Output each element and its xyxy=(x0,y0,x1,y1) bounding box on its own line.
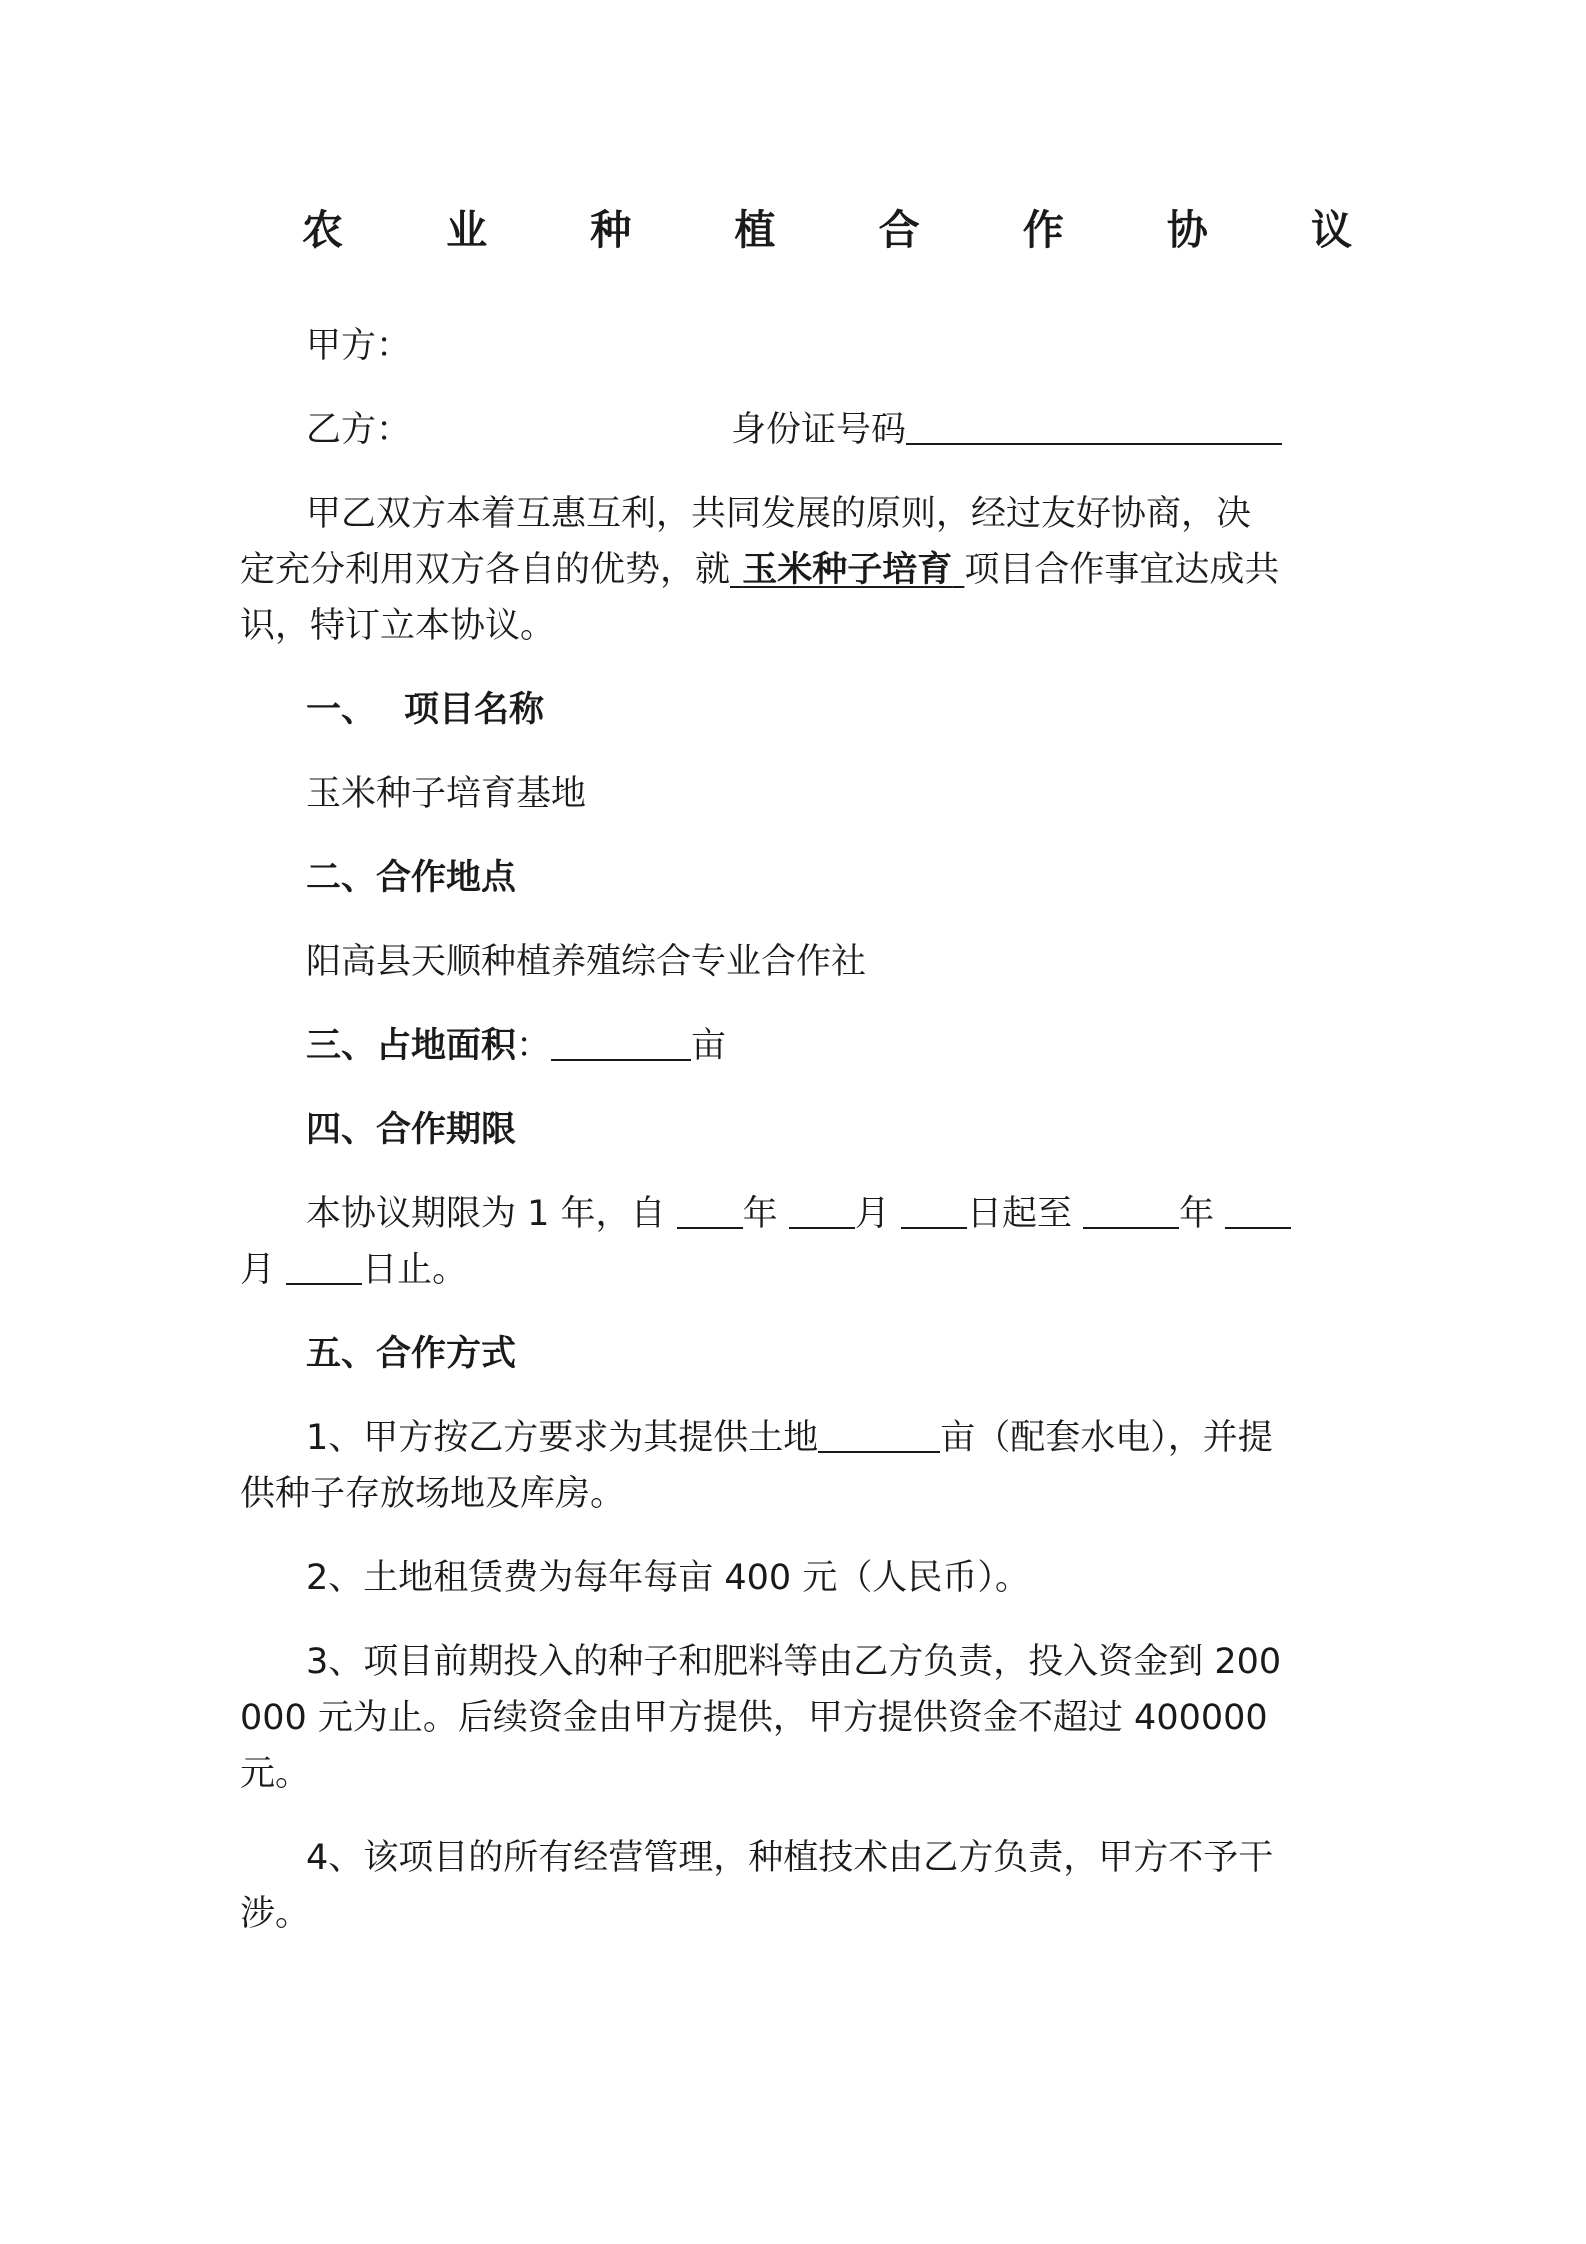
item-3-line-2: 000 元为止。后续资金由甲方提供，甲方提供资金不超过 400000 xyxy=(240,1698,1268,1738)
item-3-line-1: 3、项目前期投入的种子和肥料等由乙方负责，投入资金到 200 xyxy=(306,1642,1282,1682)
title-char: 作 xyxy=(1022,206,1064,254)
title-char: 农 xyxy=(302,206,343,254)
item-2-line: 2、土地租赁费为每年每亩 400 元（人民币）。 xyxy=(306,1558,1030,1598)
item-3-line-3: 元。 xyxy=(240,1754,311,1794)
end-month-blank-line xyxy=(1225,1187,1291,1229)
party-a-label: 甲方： xyxy=(306,326,412,366)
area-blank xyxy=(551,1019,691,1061)
item-1-line-1: 1、甲方按乙方要求为其提供土地 亩（配套水电），并提 xyxy=(240,1410,1416,1466)
section-2-heading: 二、合作地点 xyxy=(306,858,517,898)
item-4-line-1: 4、该项目的所有经营管理，种植技术由乙方负责，甲方不予干 xyxy=(306,1838,1274,1878)
document-title xyxy=(302,200,1352,260)
title-char: 协 xyxy=(1166,206,1208,254)
section-2-content: 阳高县天顺种植养殖综合专业合作社 xyxy=(306,942,867,982)
intro-line-1: 甲乙双方本着互惠互利，共同发展的原则，经过友好协商，决 xyxy=(306,494,1252,534)
land-area-blank xyxy=(818,1411,940,1453)
start-month-blank xyxy=(789,1187,855,1229)
document-page xyxy=(240,0,1350,2244)
term-line-1: 本协议期限为 1 年，自 年 月 日起至 年 xyxy=(240,1186,1416,1242)
section-1-content: 玉米种子培育基地 xyxy=(306,774,587,814)
intro-line-2: 定充分利用双方各自的优势，就 玉米种子培育 项目合作事宜达成共 xyxy=(240,550,1280,590)
end-day-blank xyxy=(286,1243,362,1285)
term-line-2: 月 日止。 xyxy=(240,1242,1350,1298)
project-name-underlined: 玉米种子培育 xyxy=(742,550,953,590)
section-3-heading: 三、占地面积： 亩 xyxy=(240,1018,1416,1074)
title-char: 种 xyxy=(590,206,632,254)
party-b-line xyxy=(240,402,1416,458)
end-year-blank xyxy=(1083,1187,1179,1229)
title-char: 合 xyxy=(878,206,920,254)
intro-line-3: 识，特订立本协议。 xyxy=(240,606,556,646)
title-char: 议 xyxy=(1310,206,1352,254)
id-number-blank xyxy=(906,403,1282,445)
id-number-label: 身份证号码 xyxy=(731,410,907,450)
item-4-line-2: 涉。 xyxy=(240,1894,311,1934)
title-char: 业 xyxy=(446,206,488,254)
start-year-blank xyxy=(677,1187,743,1229)
start-day-blank xyxy=(901,1187,967,1229)
section-4-heading: 四、合作期限 xyxy=(306,1110,517,1150)
item-1-line-2: 供种子存放场地及库房。 xyxy=(240,1474,626,1514)
party-b-label: 乙方： xyxy=(306,410,412,450)
section-5-heading: 五、合作方式 xyxy=(306,1334,517,1374)
section-1-heading: 一、 项目名称 xyxy=(306,690,545,730)
title-char: 植 xyxy=(734,206,776,254)
party-a-line xyxy=(240,318,1416,374)
